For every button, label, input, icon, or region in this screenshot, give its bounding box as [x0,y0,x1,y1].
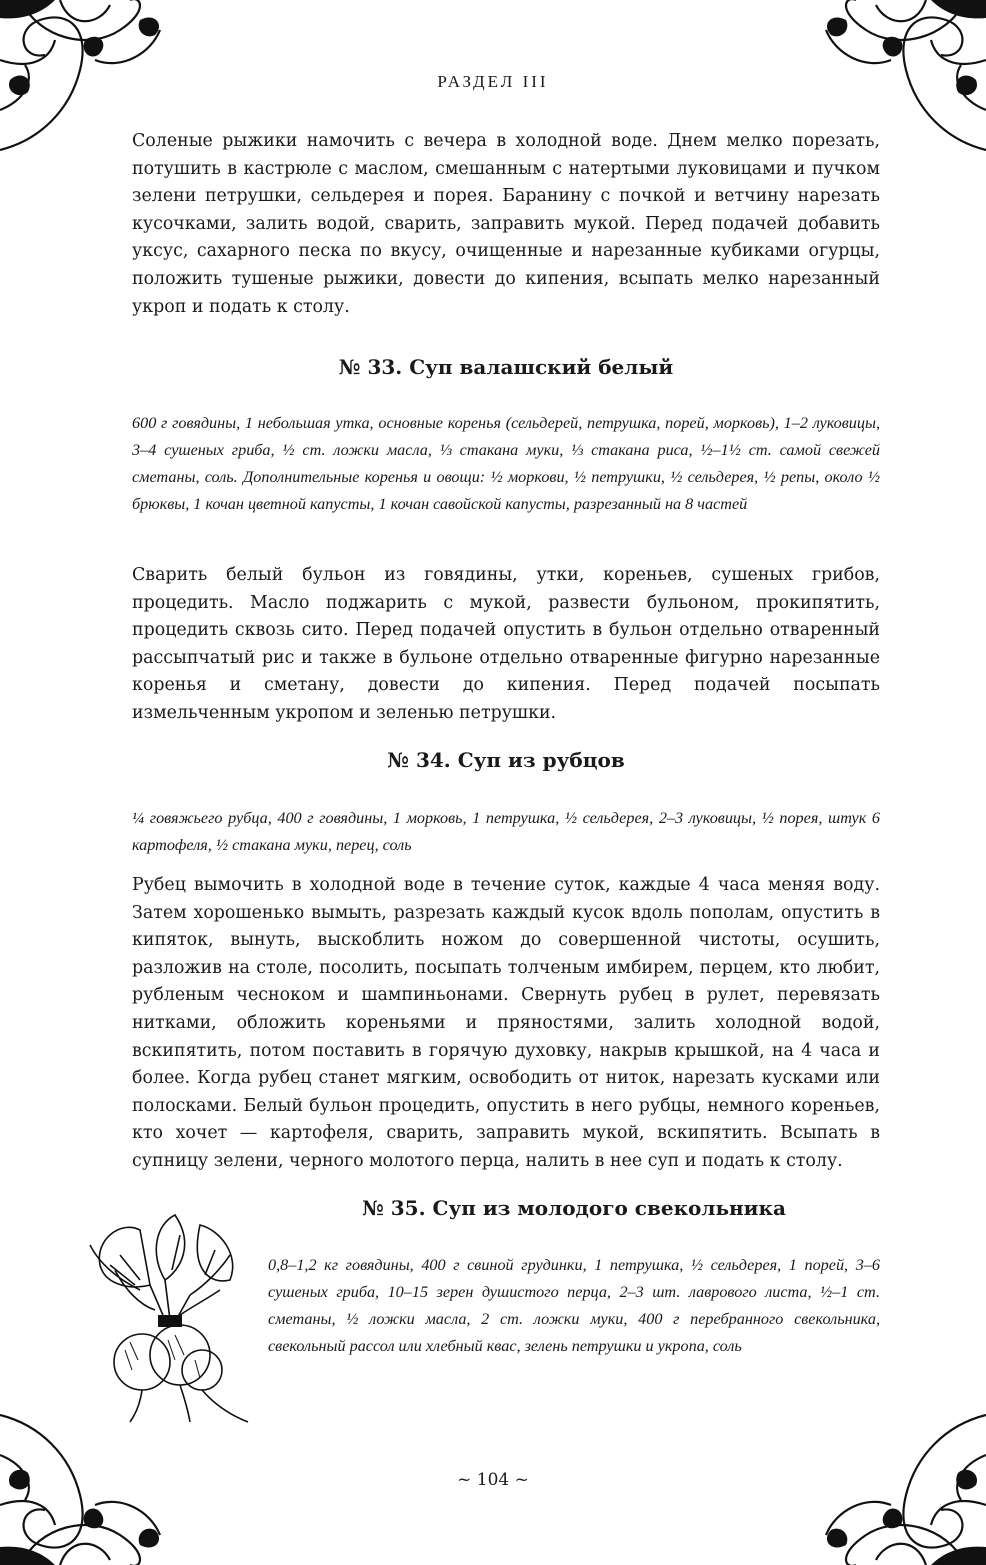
recipe-33-title: № 33. Суп валашский белый [338,355,674,379]
recipe-33-method: Сварить белый бульон из говядины, утки, кореньев, сушеных грибов, процедить. Масло поджарить с мукой, развести бульоном, прокипятить, процедить сквозь сито. Перед подачей опустить в бульон отдельно отваренный рассыпчатый рис и также в бульоне отдельно отваренные фигурно нарезанные коренья и сметану, довести до кипения. Перед подачей посыпать измельченным укропом и зеленью петрушки. [132,565,880,723]
recipe-35-title: № 35. Суп из молодого свекольника [362,1196,786,1220]
recipe-34-method: Рубец вымочить в холодной воде в течение суток, каждые 4 часа меняя воду. Затем хорошенько вымыть, разрезать каждый кусок вдоль пополам, опустить в кипяток, вынуть, выскоблить ножом до совершенной чистоты, осушить, разложив на столе, посолить, посыпать толченым имбирем, перцем, кто любит, рубленым чесноком и шампиньонами. Свернуть рубец в рулет, перевязать нитками, обложить кореньями и пряностями, залить холодной водой, вскипятить, потом поставить в горячую духовку, накрыв крышкой, на 4 часа и более. Когда рубец станет мягким, освободить от ниток, нарезать кусками или полосками. Белый бульон процедить, опустить в него рубцы, немного кореньев, кто хочет — картофеля, сварить, заправить мукой, вскипятить. Всыпать в супницу зелени, черного молотого перца, налить в нее суп и подать к столу. [132,875,880,1171]
page-number: ~ 104 ~ [457,1470,529,1490]
recipe-33-ingredients: 600 г говядины, 1 небольшая утка, основные коренья (сельдерей, петрушка, порей, морковь), 1–2 луковицы, 3–4 сушеных гриба, ½ ст. ложки масла, ⅓ стакана муки, ⅓ стакана риса, ½–1½ ст. самой свежей сметаны, соль. Дополнительные коренья и овощи: ½ моркови, ½ петрушки, ½ сельдерея, ½ репы, около ½ брюквы, 1 кочан цветной капусты, 1 кочан савойской капусты, разрезанный на 8 частей [132,414,880,513]
intro-paragraph: Соленые рыжики намочить с вечера в холодной воде. Днем мелко порезать, потушить в кастрюле с маслом, смешанным с натертыми луковицами и пучком зелени петрушки, сельдерея и порея. Баранину с почкой и ветчину нарезать кусочками, залить водой, сварить, заправить мукой. Перед подачей добавить уксус, сахарного песка по вкусу, очищенные и нарезанные кубиками огурцы, положить тушеные рыжики, довести до кипения, всыпать мелко нарезанный укроп и подать к столу. [132,131,880,317]
running-head: РАЗДЕЛ III [437,72,549,91]
recipe-34-ingredients: ¼ говяжьего рубца, 400 г говядины, 1 морковь, 1 петрушка, ½ сельдерея, 2–3 луковицы, ½ порея, штук 6 картофеля, ½ стакана муки, перец, соль [132,809,880,854]
recipe-34-title: № 34. Суп из рубцов [387,748,625,772]
beet-bunch-illustration [80,1210,260,1425]
recipe-35-ingredients: 0,8–1,2 кг говядины, 400 г свиной грудинки, 1 петрушка, ½ сельдерея, 1 порей, 3–6 сушеных гриба, 10–15 зерен душистого перца, 2–3 шт. лаврового листа, ½–1 ст. сметаны, ½ ложки масла, 2 ст. ложки муки, 400 г перебранного свекольника, свекольный рассол или хлебный квас, зелень петрушки и укропа, соль [268,1256,880,1355]
